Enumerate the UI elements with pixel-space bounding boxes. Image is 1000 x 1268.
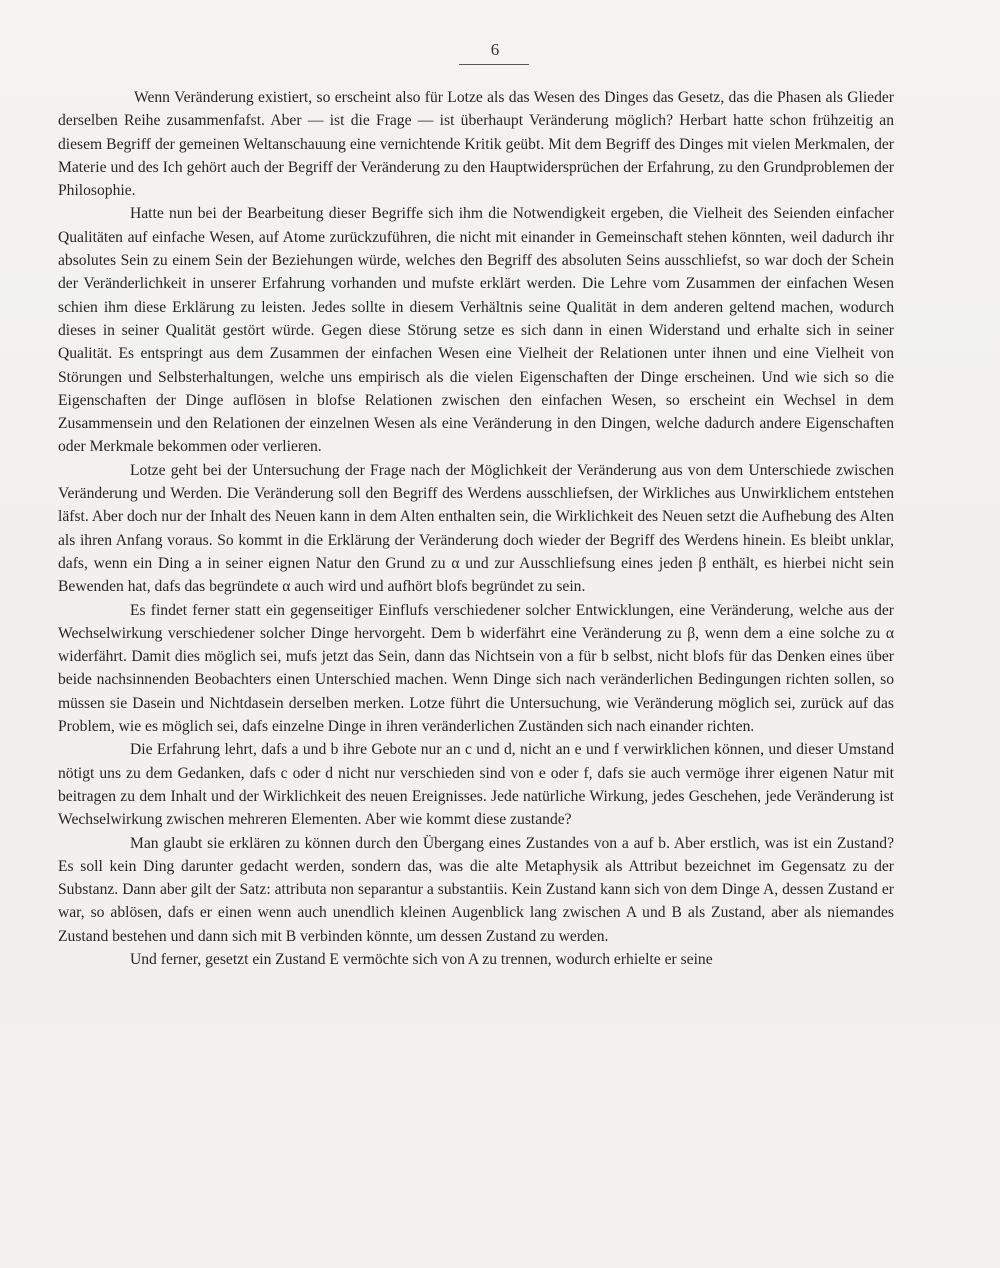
paragraph: Lotze geht bei der Untersuchung der Frage nach der Möglichkeit der Veränderung aus von dem Unterschiede zwischen Veränderung und Werden. Die Veränderung soll den Begriff des Werdens ausschliefsen, der Wirkliches aus Unwirklichem entstehen läfst. Aber doch nur der Inhalt des Neuen kann in dem Alten enthalten sein, die Wirklichkeit des Neuen setzt die Aufhebung des Alten als ihren Anfang voraus. So kommt in die Erklärung der Veränderung doch wieder der Begriff des Werdens hinein. Es bleibt unklar, dafs, wenn ein Ding a in seiner eignen Natur den Grund zu α und zur Ausschliefsung eines jeden β enthält, es hierbei nicht sein Bewenden hat, dafs das begründete α auch wird und aufhört blofs begründet zu sein. [58,461,894,596]
paragraph: Die Erfahrung lehrt, dafs a und b ihre Gebote nur an c und d, nicht an e und f verwirklichen können, und dieser Umstand nötigt uns zu dem Gedanken, dafs c oder d nicht nur verschieden sind von e oder f, dafs sie auch vermöge ihrer eigenen Natur mit beitragen zu dem Inhalt und der Wirklichkeit des neuen Ereignisses. Jede natürliche Wirkung, jedes Geschehen, jede Veränderung ist Wechselwirkung zwischen mehreren Elementen. Aber wie kommt diese zustande? [58,741,894,829]
paragraph: Und ferner, gesetzt ein Zustand E vermöchte sich von A zu trennen, wodurch erhielte er seine [130,950,713,968]
page-number: 6 [490,40,500,59]
page-number-rule [459,64,529,65]
body-text [58,86,894,971]
paragraph: Wenn Veränderung existiert, so erscheint also für Lotze als das Wesen des Dinges das Gesetz, das die Phasen als Glieder derselben Reihe zusammenfafst. Aber — ist die Frage — ist überhaupt Veränderung möglich? Herbart hatte schon frühzeitig an diesem Begriff der gemeinen Weltanschauung eine vernichtende Kritik geübt. Mit dem Begriff des Dinges mit vielen Merkmalen, der Materie und des Ich gehört auch der Begriff der Veränderung zu den Hauptwidersprüchen der Erfahrung, zu den Grundproblemen der Philosophie. [58,89,894,200]
paragraph: Man glaubt sie erklären zu können durch den Übergang eines Zustandes von a auf b. Aber erstlich, was ist ein Zustand? Es soll kein Ding darunter gedacht werden, sondern das, was die alte Metaphysik als Attribut bezeichnet im Gegensatz zu der Substanz. Dann aber gilt der Satz: attributa non separantur a substantiis. Kein Zustand kann sich von dem Dinge A, dessen Zustand er war, so ablösen, dafs er einen wenn auch unendlich kleinen Augenblick lang zwischen A und B als Zustand, aber als niemandes Zustand bestehen und dann sich mit B verbinden könnte, um dessen Zustand zu werden. [58,834,894,945]
paragraph: Hatte nun bei der Bearbeitung dieser Begriffe sich ihm die Notwendigkeit ergeben, die Vielheit des Seienden einfacher Qualitäten auf einfache Wesen, auf Atome zurückzuführen, die nicht mit einander in Gemeinschaft stehen könnten, weil dadurch ihr absolutes Sein zu einem Sein der Beziehungen würde, welches den Begriff des absoluten Seins ausschliefst, so war doch der Schein der Veränderlichkeit in unserer Erfahrung vorhanden und mufste erklärt werden. Die Lehre vom Zusammen der einfachen Wesen schien ihm diese Erklärung zu leisten. Jedes sollte in diesem Verhältnis seine Qualität in dem anderen geltend machen, wodurch dieses in seiner Qualität gestört würde. Gegen diese Störung setze es sich dann in einen Widerstand und erhalte sich in seiner Qualität. Es entspringt aus dem Zusammen der einfachen Wesen eine Vielheit der Relationen unter ihnen und eine Vielheit von Störungen und Selbsterhaltungen, welche uns empirisch als die vielen Eigenschaften der Dinge erscheinen. Und wie sich so die Eigenschaften der Dinge auflösen in blofse Relationen zwischen den einfachen Wesen, so erscheint ein Wechsel in dem Zusammensein und den Relationen der einzelnen Wesen als eine Veränderung in den Dingen, welche dadurch andere Eigenschaften oder Merkmale bekommen oder verlieren. [58,205,894,456]
paragraph: Es findet ferner statt ein gegenseitiger Einflufs verschiedener solcher Entwicklungen, eine Veränderung, welche aus der Wechselwirkung verschiedener solcher Dinge hervorgeht. Dem b widerfährt eine Veränderung zu β, wenn dem a eine solche zu α widerfährt. Damit dies möglich sei, mufs jetzt das Sein, dann das Nichtsein von a für b selbst, nicht blofs für das Denken eines über beide nachsinnenden Beobachters einen Unterschied machen. Wenn Dinge sich nach veränderlichen Bedingungen richten sollen, so müssen sie Dasein und Nichtdasein derselben merken. Lotze führt die Untersuchung, wie Veränderung möglich sei, zurück auf das Problem, wie es möglich sei, dafs einzelne Dinge in ihren veränderlichen Zuständen sich nach einander richten. [58,601,894,736]
